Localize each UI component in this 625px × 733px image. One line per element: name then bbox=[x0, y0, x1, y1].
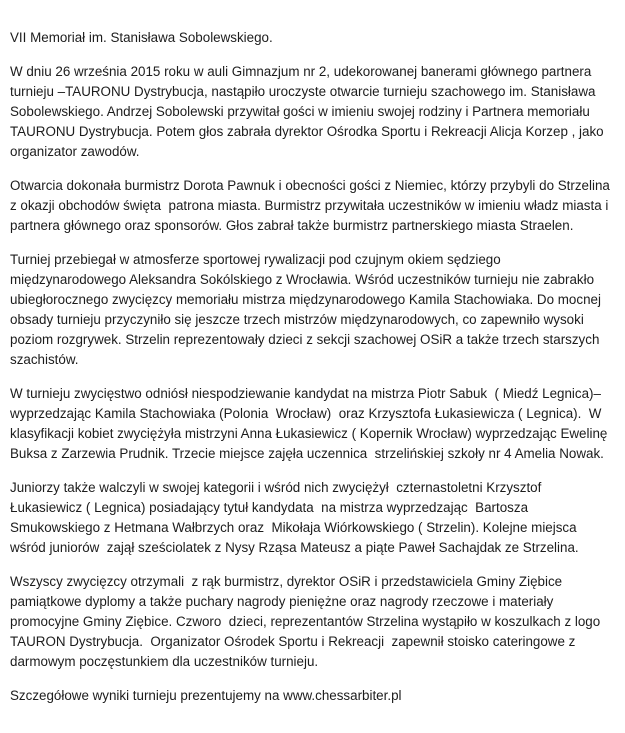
website-link[interactable]: www.chessarbiter.pl bbox=[283, 688, 402, 703]
footer-text: Szczegółowe wyniki turnieju prezentujemy na bbox=[10, 688, 284, 703]
paragraph-juniors: Juniorzy także walczyli w swojej kategorii i wśród nich zwyciężył czternastoletni Krzysztof Łukasiewicz ( Legnica) posiadający tytuł kandydata na mistrza wyprzedzając Bartosza Smukowskiego z Hetmana Wałbrzych oraz Mikołaja Wiórkowskiego ( Strzelin). Kolejne miejsca wśród juniorów zajął sześciolatek z Nysy Rząsa Mateusz a piąte Paweł Sachajdak ze Strzelina. bbox=[10, 480, 581, 555]
paragraph-tournament-atmosphere: Turniej przebiegał w atmosferze sportowej rywalizacji pod czujnym okiem sędziego międzynarodowego Aleksandra Sokólskiego z Wrocławia. Wśród uczestników turnieju nie zabrakło ubiegłorocznego zwycięzcy memoriału mistrza międzynarodowego Kamila Stachowiaka. Do mocnej obsady turnieju przyczyniło się jeszcze trzech mistrzów międzynarodowych, co zapewniło wysoki poziom rozgrywek. Strzelin reprezentowały dzieci z sekcji szachowej OSiR a także trzech starszych szachistów. bbox=[10, 252, 605, 367]
paragraph-mayor-opening: Otwarcia dokonała burmistrz Dorota Pawnuk i obecności gości z Niemiec, którzy przybyli do Strzelina z okazji obchodów święta patrona miasta. Burmistrz przywitała uczestników w imieniu władz miasta i partnera głównego oraz sponsorów. Głos zabrał także burmistrz partnerskiego miasta Straelen. bbox=[10, 178, 614, 233]
paragraph-opening-ceremony: W dniu 26 września 2015 roku w auli Gimnazjum nr 2, udekorowanej banerami głównego partnera turnieju –TAURONU Dystrybucja, nastąpiło uroczyste otwarcie turnieju szachowego im. Stanisława Sobolewskiego. Andrzej Sobolewski przywitał gości w imieniu swojej rodziny i Partnera memoriału TAURONU Dystrybucja. Potem głos zabrała dyrektor Ośrodka Sportu i Rekreacji Alicja Korzep , jako organizator zawodów. bbox=[10, 64, 608, 159]
paragraph-winners: W turnieju zwycięstwo odniósł niespodziewanie kandydat na mistrza Piotr Sabuk ( Miedź Legnica)– wyprzedzając Kamila Stachowiaka (Polonia Wrocław) oraz Krzysztofa Łukasiewicza ( Legnica). W klasyfikacji kobiet zwyciężyła mistrzyni Anna Łukasiewicz ( Kopernik Wrocław) wyprzedzając Ewelinę Buksa z Zarzewia Prudnik. Trzecie miejsce zajęła uczennica strzelińskiej szkoły nr 4 Amelia Nowak. bbox=[10, 386, 612, 461]
paragraph-prizes: Wszyscy zwycięzcy otrzymali z rąk burmistrz, dyrektor OSiR i przedstawiciela Gminy Ziębice pamiątkowe dyplomy a także puchary nagrody pieniężne oraz nagrody rzeczowe i materiały promocyjne Gminy Ziębice. Czworo dzieci, reprezentantów Strzelina wystąpiło w koszulkach z logo TAURON Dystrybucja. Organizator Ośrodek Sportu i Rekreacji zapewnił stoisko cateringowe z darmowym poczęstunkiem dla uczestników turnieju. bbox=[10, 574, 604, 669]
paragraph-footer bbox=[10, 686, 611, 706]
document-title: VII Memoriał im. Stanisława Sobolewskiego. bbox=[10, 30, 273, 45]
